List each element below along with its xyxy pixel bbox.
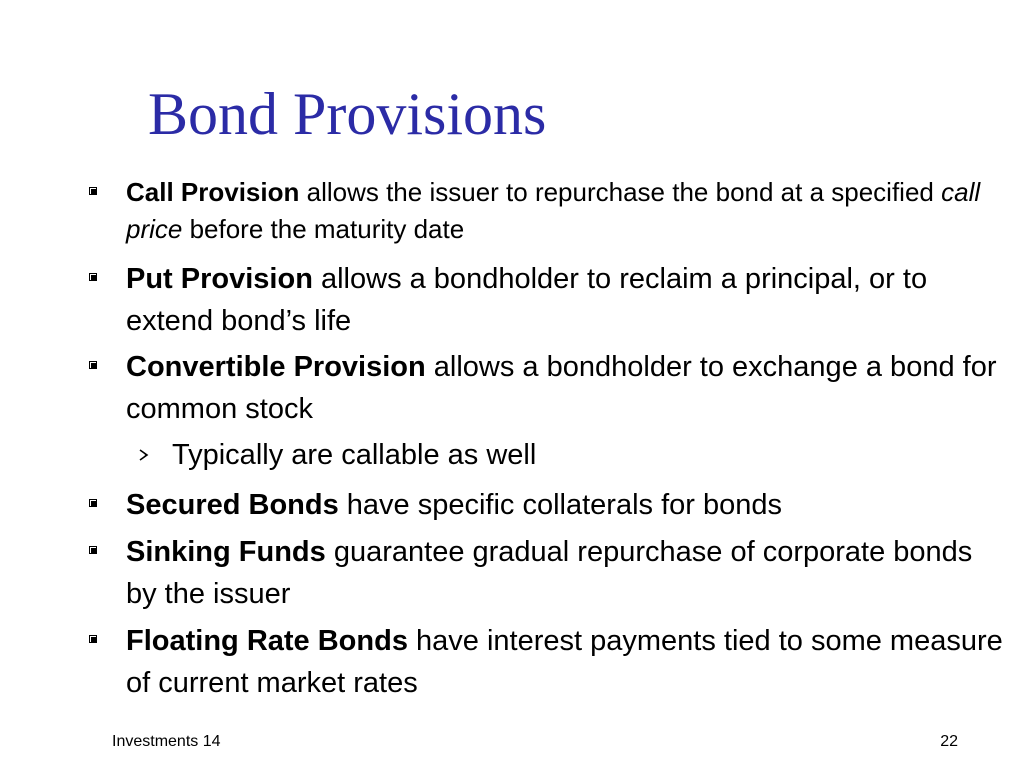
bullet-term: Call Provision [126, 177, 300, 207]
bullet-term: Put Provision [126, 263, 313, 295]
sub-bullet-callable [172, 435, 992, 475]
bullet-text: have specific collaterals for bonds [338, 489, 783, 521]
bullet-call-provision [126, 174, 1006, 248]
bullet-put-provision [126, 258, 1006, 342]
square-bullet-icon [89, 187, 97, 195]
bullet-text: have interest payments tied to some measure of current market rates [126, 625, 1003, 699]
bullet-term: Floating Rate Bonds [126, 625, 408, 657]
sub-bullet-text: Typically are callable as well [172, 439, 537, 471]
bullet-secured-bonds [126, 484, 1006, 526]
bullet-term: Secured Bonds [126, 489, 339, 521]
footer-page-number: 22 [940, 733, 958, 750]
bullet-text: allows the issuer to repurchase the bond at a specified [299, 177, 942, 207]
bullet-sinking-funds [126, 531, 1006, 615]
square-bullet-icon [89, 635, 97, 643]
square-bullet-icon [89, 499, 97, 507]
bullet-floating-rate-bonds [126, 620, 1006, 704]
footer-course-label: Investments 14 [112, 733, 221, 750]
bullet-text: allows a bondholder to reclaim a principal, or to extend bond’s life [126, 263, 928, 337]
square-bullet-icon [89, 273, 97, 281]
bullet-convertible-provision [126, 346, 1006, 430]
bullet-text: allows a bondholder to exchange a bond for common stock [126, 351, 997, 425]
bullet-term: Convertible Provision [126, 351, 426, 383]
bullet-text: before the maturity date [182, 214, 465, 244]
slide-title: Bond Provisions [148, 81, 547, 147]
bullet-italic-term: call price [126, 177, 981, 244]
bullet-term: Sinking Funds [126, 536, 326, 568]
square-bullet-icon [89, 546, 97, 554]
bullet-text: guarantee gradual repurchase of corporate bonds by the issuer [126, 536, 973, 610]
square-bullet-icon [89, 361, 97, 369]
arrow-bullet-icon [139, 449, 149, 461]
